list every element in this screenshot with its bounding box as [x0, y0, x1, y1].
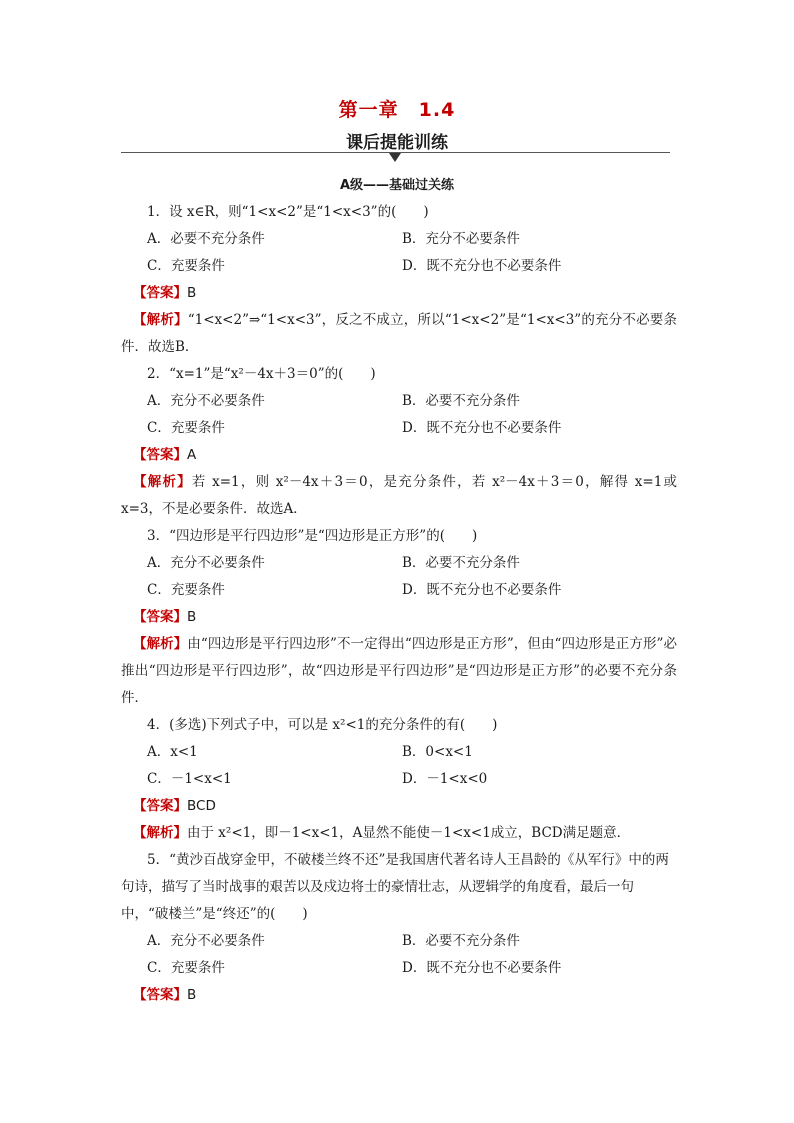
explanation-tag: 【解析】: [133, 312, 188, 328]
options-grid: [147, 928, 677, 982]
answer-value: B: [187, 987, 197, 1003]
answer-tag: 【答案】: [133, 285, 187, 301]
option-b: B．充分不必要条件: [402, 231, 520, 247]
explanation-text: “1<x<2”⇒“1<x<3”，反之不成立，所以“1<x<2”是“1<x<3”的充分不必要条件．故选B．: [121, 312, 677, 355]
option-a: A．充分不必要条件: [147, 933, 265, 949]
explanation: [121, 631, 677, 712]
answer-value: BCD: [187, 798, 216, 814]
explanation-text: 由于 x²<1，即－1<x<1，A显然不能使－1<x<1成立，BCD满足题意．: [187, 825, 631, 841]
answer-line: [133, 442, 677, 469]
answer-value: B: [187, 609, 197, 625]
page-subtitle: 课后提能训练: [346, 133, 448, 153]
answer-tag: 【答案】: [133, 987, 187, 1003]
answer-line: [133, 793, 677, 820]
answer-tag: 【答案】: [133, 798, 187, 814]
question-stem: 4．(多选)下列式子中，可以是 x²<1的充分条件的有( ): [147, 717, 498, 733]
explanation: [121, 307, 677, 361]
option-b: B．0<x<1: [402, 744, 473, 760]
answer-line: [133, 280, 677, 307]
options-grid: [147, 226, 677, 280]
answer-line: [133, 604, 677, 631]
explanation-tag: 【解析】: [133, 474, 192, 490]
option-c: C．充要条件: [147, 960, 225, 976]
triangle-marker-icon: [389, 153, 401, 162]
question-stem: 5．“黄沙百战穿金甲，不破楼兰终不还”是我国唐代著名诗人王昌龄的《从军行》中的两句诗，描写了当时战事的艰苦以及戍边将士的豪情壮志，从逻辑学的角度看，最后一句中，“破楼兰”是“终还”的( ): [121, 852, 669, 922]
answer-tag: 【答案】: [133, 609, 187, 625]
option-a: A．充分不必要条件: [147, 393, 265, 409]
question-list: [121, 199, 677, 1009]
options-grid: [147, 550, 677, 604]
question-stem: 2．“x=1”是“x²－4x＋3＝0”的( ): [147, 366, 376, 382]
option-d: D．既不充分也不必要条件: [402, 420, 562, 436]
answer-value: A: [187, 447, 197, 463]
answer-value: B: [187, 285, 197, 301]
option-c: C．－1<x<1: [147, 771, 232, 787]
page-title: 第一章 1.4: [338, 99, 456, 121]
question-stem: 1．设 x∈R，则“1<x<2”是“1<x<3”的( ): [147, 204, 429, 220]
explanation-tag: 【解析】: [133, 636, 188, 652]
option-c: C．充要条件: [147, 258, 225, 274]
option-c: C．充要条件: [147, 582, 225, 598]
option-a: A．充分不必要条件: [147, 555, 265, 571]
explanation-text: 由“四边形是平行四边形”不一定得出“四边形是正方形”，但由“四边形是正方形”必推出“四边形是平行四边形”，故“四边形是平行四边形”是“四边形是正方形”的必要不充分条件．: [121, 636, 677, 706]
explanation: [121, 469, 677, 523]
explanation-text: 若 x=1，则 x²－4x＋3＝0，是充分条件，若 x²－4x＋3＝0，解得 x=1或 x=3，不是必要条件．故选A．: [121, 474, 677, 517]
option-d: D．－1<x<0: [402, 771, 488, 787]
question-stem: 3．“四边形是平行四边形”是“四边形是正方形”的( ): [147, 528, 478, 544]
explanation-tag: 【解析】: [133, 825, 187, 841]
answer-line: [133, 982, 677, 1009]
option-c: C．充要条件: [147, 420, 225, 436]
option-d: D．既不充分也不必要条件: [402, 960, 562, 976]
section-heading: A级——基础过关练: [339, 178, 455, 193]
option-b: B．必要不充分条件: [402, 933, 520, 949]
option-b: B．必要不充分条件: [402, 393, 520, 409]
option-a: A．必要不充分条件: [147, 231, 265, 247]
options-grid: [147, 739, 677, 793]
option-b: B．必要不充分条件: [402, 555, 520, 571]
explanation: [121, 820, 677, 847]
options-grid: [147, 388, 677, 442]
option-a: A．x<1: [147, 744, 198, 760]
option-d: D．既不充分也不必要条件: [402, 582, 562, 598]
option-d: D．既不充分也不必要条件: [402, 258, 562, 274]
answer-tag: 【答案】: [133, 447, 187, 463]
